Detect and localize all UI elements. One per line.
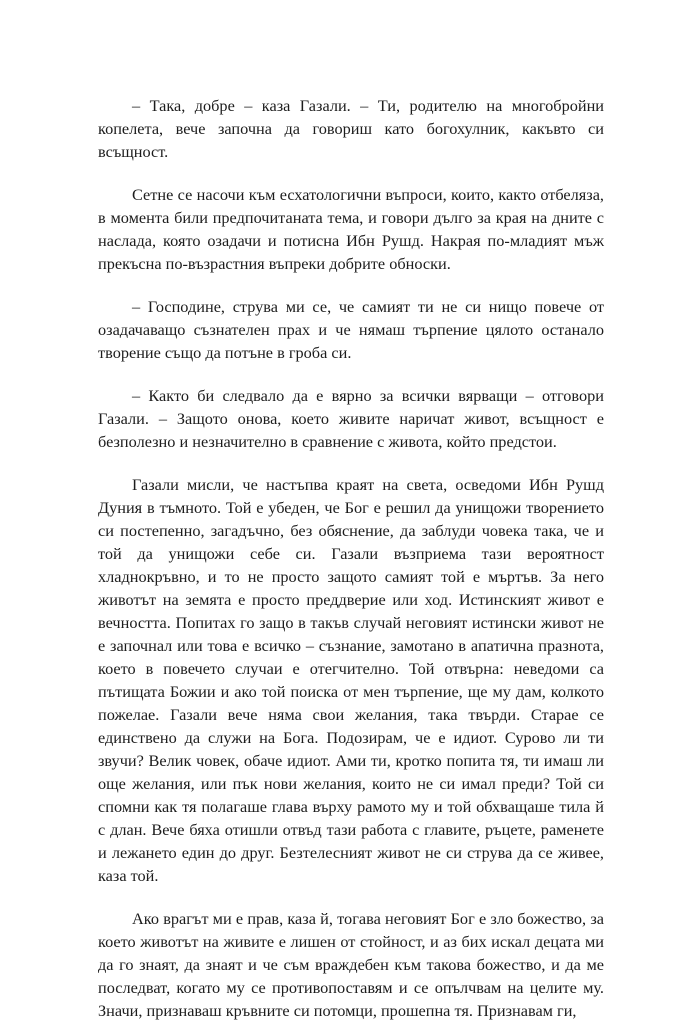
paragraph: Сетне се насочи към есхатологични въпроси, които, както отбеляза, в момента били предпочитаната тема, и говори дълго за края на дните с наслада, която озадачи и потисна Ибн Рушд. Накрая по-младият мъж прекъсна по-възрастния въпреки добрите обноски. bbox=[98, 185, 604, 273]
paragraph: Газали мисли, че настъпва краят на света, осведоми Ибн Рушд Дуния в тъмното. Той е убеден, че Бог е решил да унищожи творението си постепенно, загадъчно, без обяснение, да заблуди човека така, че и той да унищожи себе си. Газали възприема тази вероятност хладнокръвно, и то не просто защото самият той е мъртъв. За него животът на земята е просто преддверие или ход. Истинският живот е вечността. Попитах го защо в такъв случай неговият истински живот не е започнал или това е всичко – съзнание, замотано в апатична празнота, което в повечето случаи е отегчително. Той отвърна: неведоми са пътищата Божии и ако той поиска от мен търпение, ще му дам, колкото пожелае. Газали вече няма свои желания, така твърди. Старае се единствено да служи на Бога. Подозирам, че е идиот. Сурово ли ти звучи? Велик човек, обаче идиот. Ами ти, кротко попита тя, ти имаш ли още желания, или пък нови желания, които не си имал преди? Той си спомни как тя полагаше глава върху рамото му и той обхващаше тила й с длан. Вече бяха отишли отвъд тази работа с главите, ръцете, раменете и лежането един до друг. Безтелесният живот не си струва да се живее, каза той. bbox=[98, 475, 604, 885]
paragraph: – Господине, струва ми се, че самият ти не си нищо повече от озадачаващо съзнателен прах и че нямаш търпение цялото останало творение също да потъне в гроба си. bbox=[98, 297, 604, 362]
paragraph: – Както би следвало да е вярно за всички вярващи – отговори Газали. – Защото онова, което живите наричат живот, всъщност е безполезно и незначително в сравнение с живота, който предстои. bbox=[98, 386, 604, 451]
paragraph: Ако врагът ми е прав, каза й, тогава неговият Бог е зло божество, за което животът на живите е лишен от стойност, и аз бих искал децата ми да го знаят, да знаят и че съм враждебен към такова божество, и да ме последват, когато му се противопоставям и се опълчвам на целите му. Значи, признаваш кръвните си потомци, прошепна тя. Признавам ги, bbox=[98, 909, 604, 1020]
paragraph: – Така, добре – каза Газали. – Ти, родителю на многобройни копелета, вече започна да говориш като богохулник, какъвто си всъщност. bbox=[98, 96, 604, 161]
